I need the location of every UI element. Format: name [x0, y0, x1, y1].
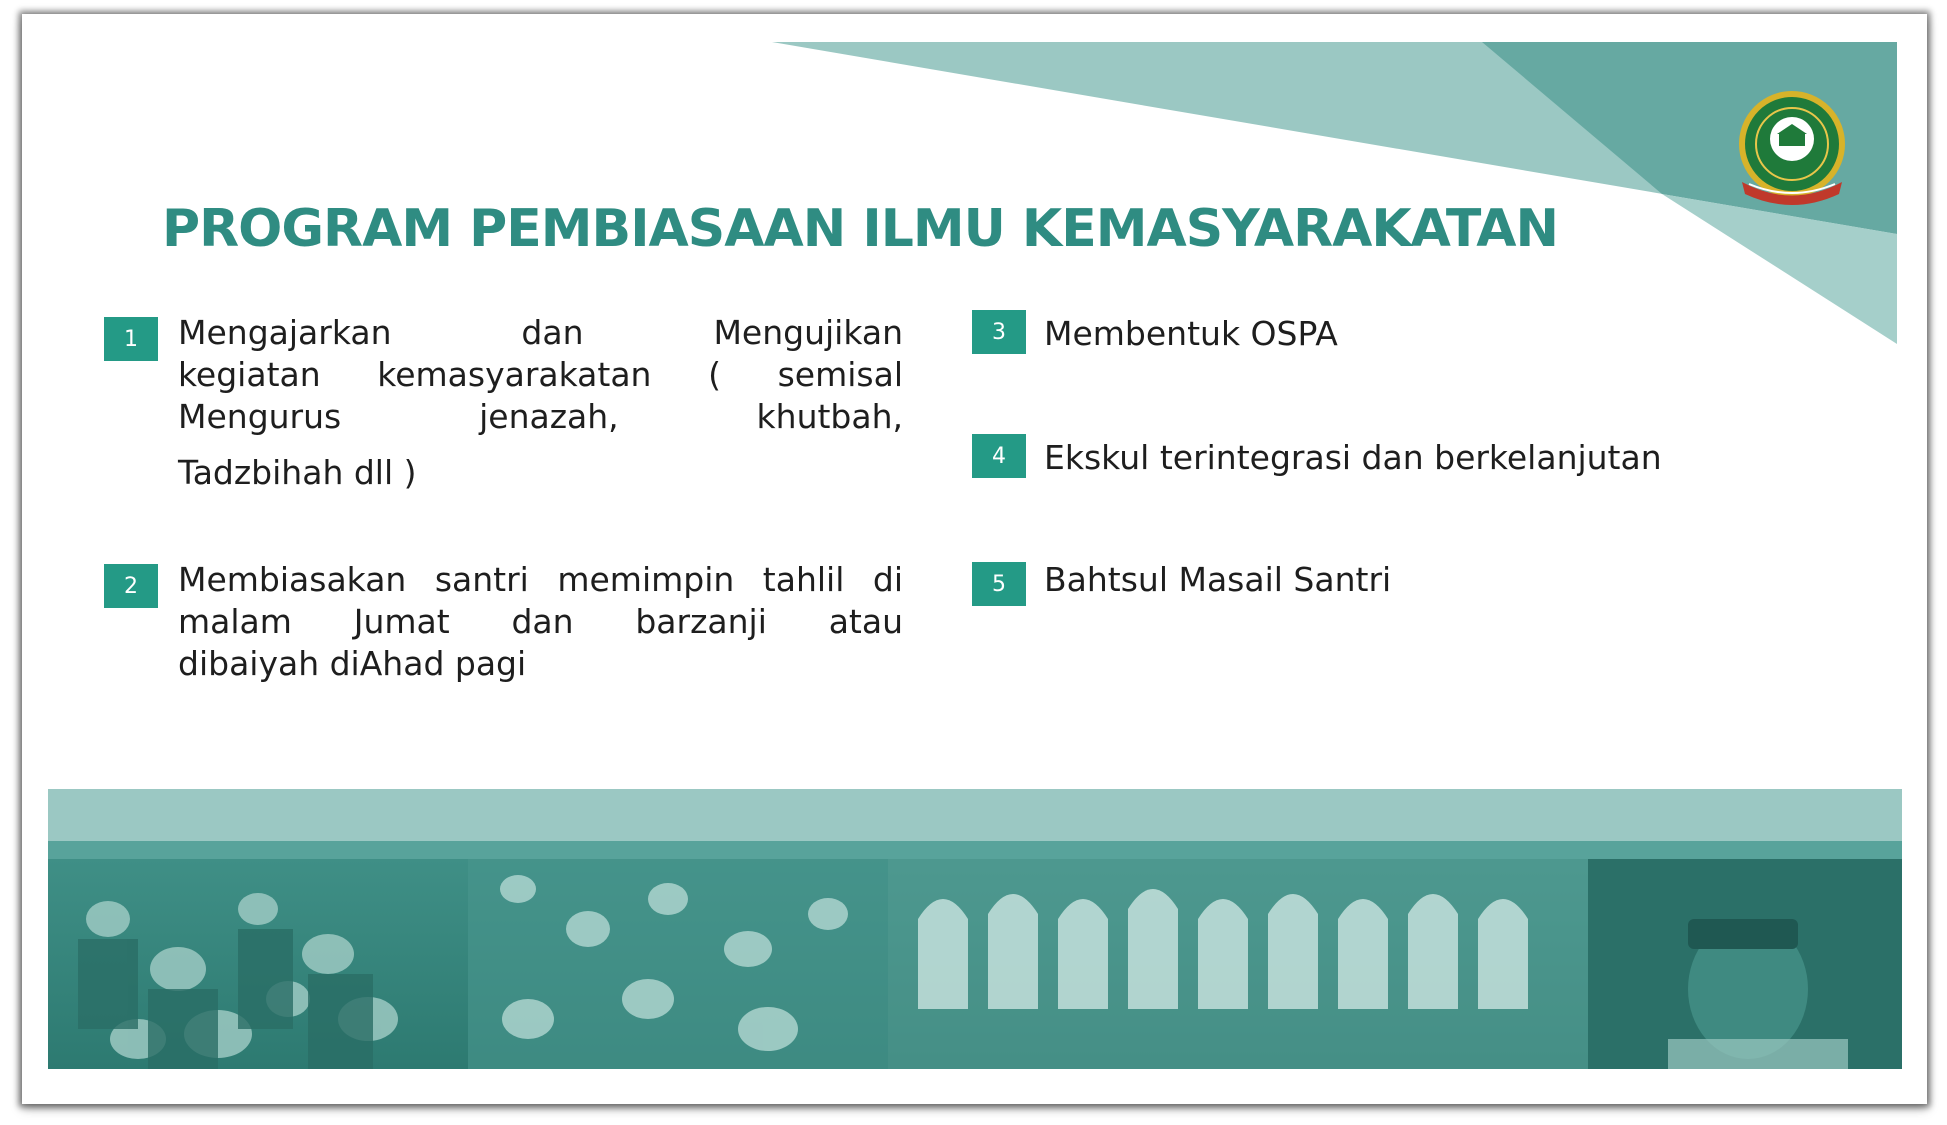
item-1-line-1: Mengajarkan dan Mengujikan [178, 313, 903, 352]
item-1-line-3: Mengurus jenazah, khutbah, [178, 397, 903, 436]
footer-band-dark [48, 841, 1902, 859]
item-number-1: 1 [104, 317, 158, 361]
item-text-5: Bahtsul Masail Santri [1044, 560, 1392, 599]
item-number-3: 3 [972, 310, 1026, 354]
footer-band-light [48, 789, 1902, 841]
item-1-line-2: kegiatan kemasyarakatan ( semisal [178, 355, 903, 394]
item-text-3: Membentuk OSPA [1044, 314, 1338, 353]
item-number-2: 2 [104, 564, 158, 608]
item-text-4: Ekskul terintegrasi dan berkelanjutan [1044, 438, 1662, 477]
santri-photo-strip [48, 859, 1902, 1069]
item-2-line-3: dibaiyah diAhad pagi [178, 644, 527, 683]
item-2-line-2: malam Jumat dan barzanji atau [178, 602, 903, 641]
item-1-line-4: Tadzbihah dll ) [178, 453, 417, 492]
item-number-4: 4 [972, 434, 1026, 478]
item-text-1 [178, 312, 903, 494]
item-2-line-1: Membiasakan santri memimpin tahlil di [178, 560, 903, 599]
pesantren-logo-icon [1727, 84, 1857, 214]
slide-title: PROGRAM PEMBIASAAN ILMU KEMASYARAKATAN [162, 199, 1559, 259]
item-number-5: 5 [972, 562, 1026, 606]
slide [22, 14, 1927, 1104]
item-text-2 [178, 559, 903, 685]
